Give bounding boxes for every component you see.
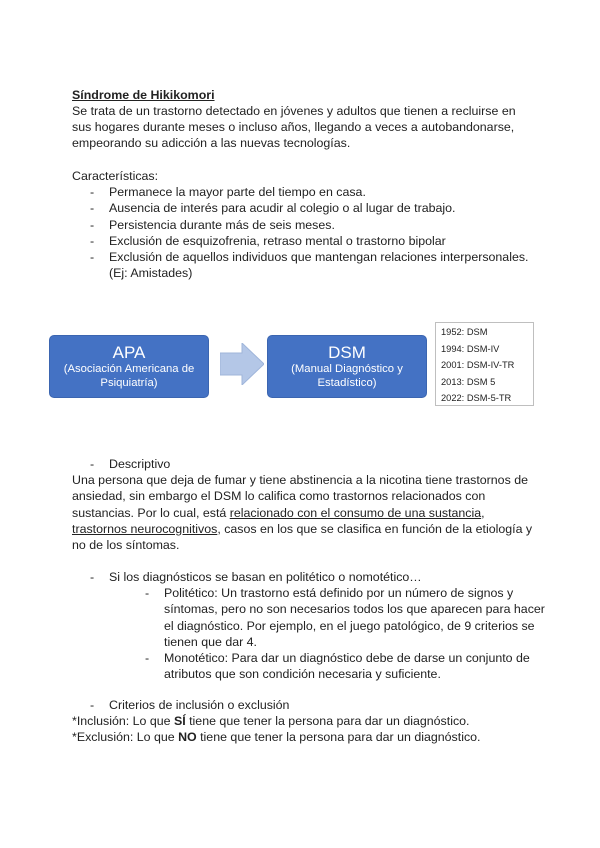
intro-line: Se trata de un trastorno detectado en jóvenes y adultos que tienen a recluirse en [72,104,516,118]
dsm-timeline [435,322,534,406]
politetico-line: - Politético: Un trastorno está definido por un número de signos y [164,586,514,601]
timeline-entry: 2001: DSM-IV-TR [441,360,515,371]
list-item-text: Exclusión de aquellos individuos que mantengan relaciones interpersonales. [109,250,529,265]
list-item: - Exclusión de esquizofrenia, retraso mental o trastorno bipolar [72,233,542,249]
text-span: *Inclusión: Lo que [72,714,174,729]
diagnosticos-section [72,569,545,682]
monotetico-line: atributos que son condición necesaria y suficiente. [164,667,441,682]
dsm-subtitle: Estadístico) [317,376,377,389]
list-item [127,585,545,650]
timeline-entry: 2022: DSM-5-TR [441,393,512,404]
list-item [127,650,542,682]
timeline-entry: 2013: DSM 5 [441,376,496,387]
descriptivo-line: no de los síntomas. [72,538,180,553]
list-item: - Ausencia de interés para acudir al colegio o al lugar de trabajo. [72,200,542,216]
apa-subtitle: (Asociación Americana de [63,363,195,375]
text-span: *Exclusión: Lo que [72,730,179,745]
text-span: , casos en los que se clasifica en función de la etiología y [217,521,533,536]
text-span: tiene que tener la persona para dar un diagnóstico. [196,730,481,745]
characteristics-heading: Características: [72,169,159,183]
descriptivo-line [72,521,542,537]
criterios-section [72,697,542,746]
monotetico-line: - Monotético: Para dar un diagnóstico debe de darse un conjunto de [164,651,530,666]
politetico-line: tienen que dar 4. [164,634,258,649]
dsm-box [267,335,427,398]
bold-text: NO [178,730,197,745]
underlined-text: relacionado con el consumo de una sustancia [229,505,482,520]
timeline-entry: 1952: DSM [441,327,488,337]
intro-line: sus hogares durante meses o incluso años, llegando a veces a autobandonarse, [72,120,515,135]
politetico-line: síntomas, pero no son necesarios todos los que aparecen para hacer [164,602,545,617]
diagnosticos-sublist [127,585,545,682]
characteristics-section [72,168,542,281]
list-item [72,249,542,281]
text-span: tiene que tener la persona para dar un diagnóstico. [185,714,470,729]
descriptivo-section [72,456,542,553]
descriptivo-line: ansiedad, sin embargo el DSM lo califica como trastornos relacionados con [72,489,486,504]
list-item: - Descriptivo [72,456,542,472]
exclusion-line [72,729,542,745]
underlined-text: trastornos neurocognitivos [72,521,218,536]
descriptivo-line [72,505,542,521]
timeline-entry: 1994: DSM-IV [441,343,500,354]
bold-text: SÍ [173,714,186,729]
apa-box [49,335,209,398]
text-span: sustancias. Por lo cual, está [72,505,230,520]
text-span: , [481,505,485,520]
apa-subtitle: Psiquiatría) [100,376,158,389]
intro-paragraph [72,103,542,152]
inclusion-line [72,713,542,729]
intro-line: empeorando su adicción a las nuevas tecnologías. [72,136,351,151]
right-arrow-icon [220,343,264,385]
descriptivo-line: Una persona que deja de fumar y tiene abstinencia a la nicotina tiene trastornos de [72,473,528,488]
dsm-subtitle: (Manual Diagnóstico y [291,363,403,375]
list-item: - Si los diagnósticos se basan en politético o nomotético… [72,569,542,585]
page-title: Síndrome de Hikikomori [72,88,215,102]
dsm-title: DSM [328,343,366,362]
list-item: - Criterios de inclusión o exclusión [72,697,542,713]
characteristics-list [72,184,542,281]
apa-title: APA [112,343,146,362]
list-item: - Permanece la mayor parte del tiempo en casa. [72,184,542,200]
list-item: - Persistencia durante más de seis meses. [72,217,542,233]
list-item-continuation: (Ej: Amistades) [109,266,193,281]
politetico-line: el diagnóstico. Por ejemplo, en el juego patológico, de 9 criterios se [164,618,535,633]
